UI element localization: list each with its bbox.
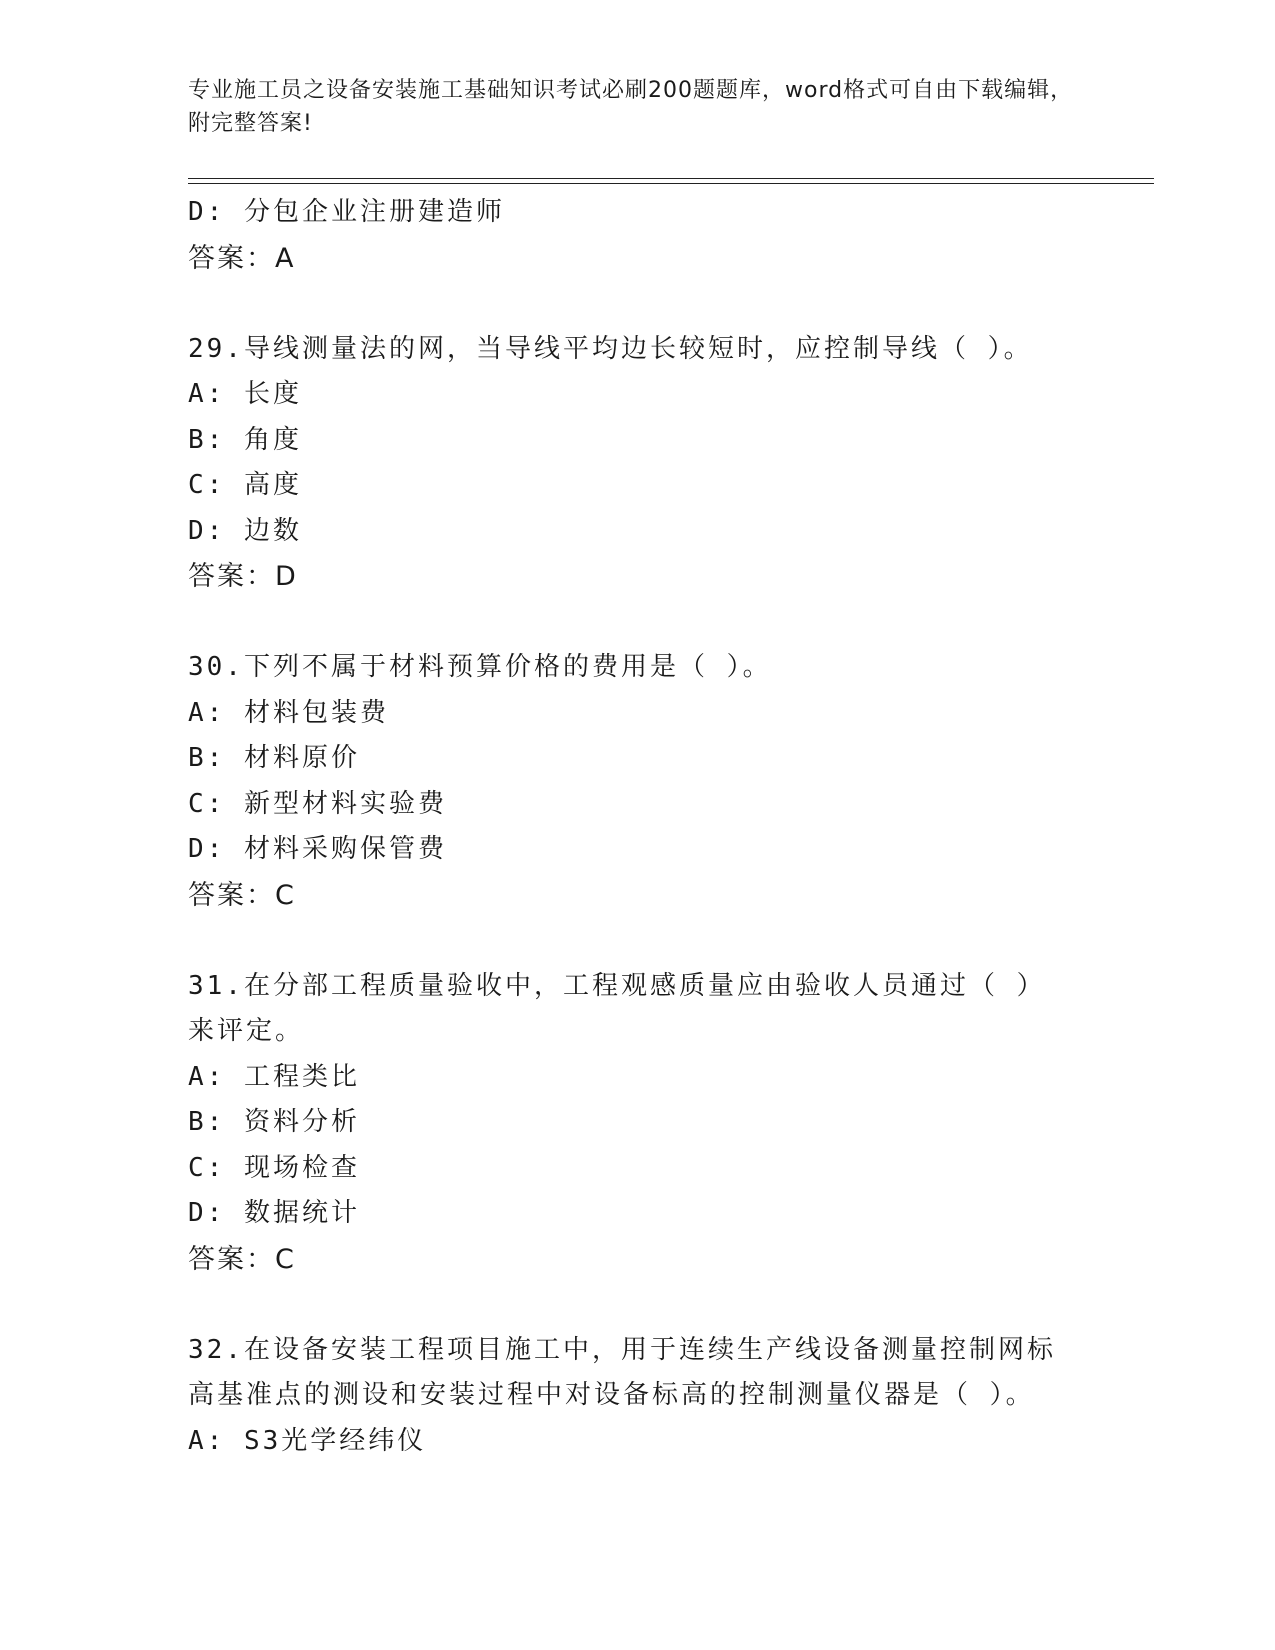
option-d: D: 数据统计: [188, 1198, 360, 1228]
question-list: [188, 190, 1088, 1464]
question-31: 31.在分部工程质量验收中，工程观感质量应由验收人员通过（ ）来评定。: [188, 970, 1046, 1046]
option-d: D: 材料采购保管费: [188, 834, 447, 864]
option-c: C: 新型材料实验费: [188, 788, 447, 819]
option-d: D: 边数: [188, 515, 302, 546]
answer-line: 答案：D: [188, 561, 298, 592]
option-b: B: 角度: [188, 424, 302, 455]
option-c: C: 现场检查: [188, 1152, 360, 1183]
answer-line: 答案：C: [188, 1243, 296, 1275]
spacer: [188, 1282, 1088, 1328]
spacer: [188, 281, 1088, 327]
header-divider-top: [188, 178, 1154, 179]
question-30: 30.下列不属于材料预算价格的费用是（ ）。: [188, 652, 772, 682]
document-header: 专业施工员之设备安装施工基础知识考试必刷200题题库，word格式可自由下载编辑，附完整答案!: [188, 78, 1074, 136]
option-d: D: 分包企业注册建造师: [188, 197, 505, 227]
option-a: A: 工程类比: [188, 1061, 360, 1092]
option-c: C: 高度: [188, 470, 302, 500]
question-32: 32.在设备安装工程项目施工中，用于连续生产线设备测量控制网标高基准点的测设和安装过程中对设备标高的控制测量仪器是（ ）。: [188, 1334, 1056, 1410]
option-a: A: S3光学经纬仪: [188, 1425, 427, 1456]
answer-line: 答案：A: [188, 242, 296, 274]
answer-line: 答案：C: [188, 879, 296, 911]
option-a: A: 长度: [188, 379, 302, 409]
spacer: [188, 918, 1088, 964]
spacer: [188, 600, 1088, 646]
question-29: 29.导线测量法的网，当导线平均边长较短时，应控制导线（ ）。: [188, 333, 1033, 364]
option-b: B: 材料原价: [188, 743, 360, 773]
option-b: B: 资料分析: [188, 1107, 360, 1137]
header-divider-bottom: [188, 183, 1154, 184]
option-a: A: 材料包装费: [188, 697, 389, 728]
